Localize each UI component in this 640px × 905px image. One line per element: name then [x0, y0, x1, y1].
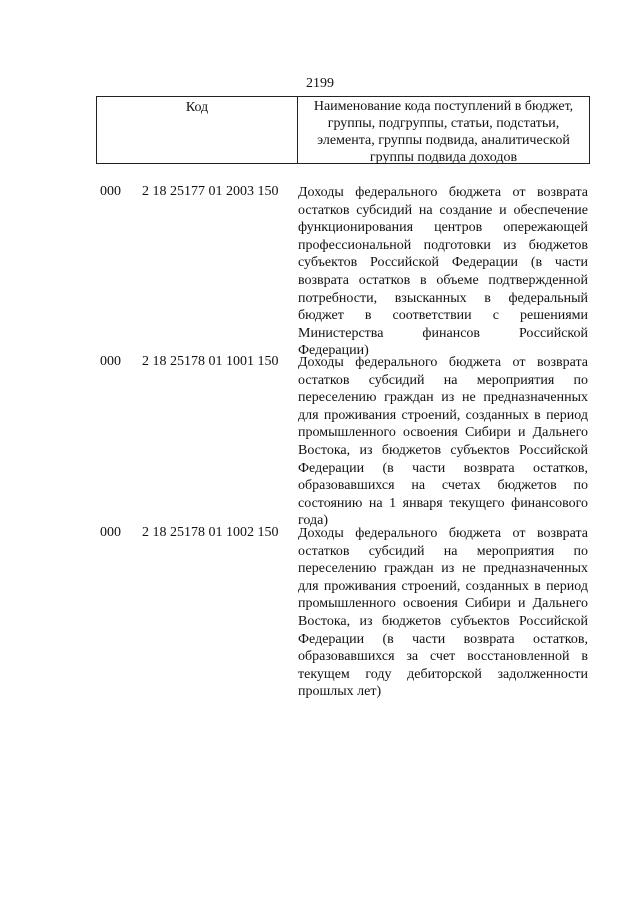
header-code-label: Код [97, 97, 298, 163]
header-name-label: Наименование кода поступлений в бюджет, группы, подгруппы, статьи, подстатьи, элемента, группы подвида, аналитической группы подвида доходов [313, 99, 574, 165]
income-description: Доходы федерального бюджета от возврата остатков субсидий на мероприятия по переселению граждан из не предназначенных для проживания строений, созданных в период промышленного освоения Сибири и Дальнего Востока, из бюджетов субъектов Российской Федерации (в части возврата остатков, образовавшихся за счет восстановленной в текущем году дебиторской задолженности прошлых лет) [298, 526, 588, 700]
admin-code: 000 [100, 354, 121, 369]
table-row [0, 525, 640, 701]
table-row [0, 354, 640, 529]
income-code: 2 18 25178 01 1001 150 [142, 354, 279, 369]
page-number: 2199 [306, 76, 334, 91]
income-description: Доходы федерального бюджета от возврата остатков субсидий на мероприятия по переселению граждан из не предназначенных для проживания строений, созданных в период промышленного освоения Сибири и Дальнего Востока, из бюджетов субъектов Российской Федерации (в части возврата остатков, образовавшихся на счетах бюджетов по состоянию на 1 января текущего финансового года) [298, 355, 588, 529]
income-code: 2 18 25177 01 2003 150 [142, 184, 279, 199]
table-row [0, 184, 640, 359]
table-header [96, 96, 590, 164]
admin-code: 000 [100, 184, 121, 199]
income-code: 2 18 25178 01 1002 150 [142, 525, 279, 540]
income-description: Доходы федерального бюджета от возврата остатков субсидий на создание и обеспечение функционирования центров опережающей профессиональной подготовки из бюджетов субъектов Российской Федерации (в части возврата остатков в объеме подтвержденной потребности, взысканных в федеральный бюджет в соответствии с решениями Министерства финансов Российской Федерации) [298, 185, 588, 359]
table-body [0, 184, 640, 701]
admin-code: 000 [100, 525, 121, 540]
